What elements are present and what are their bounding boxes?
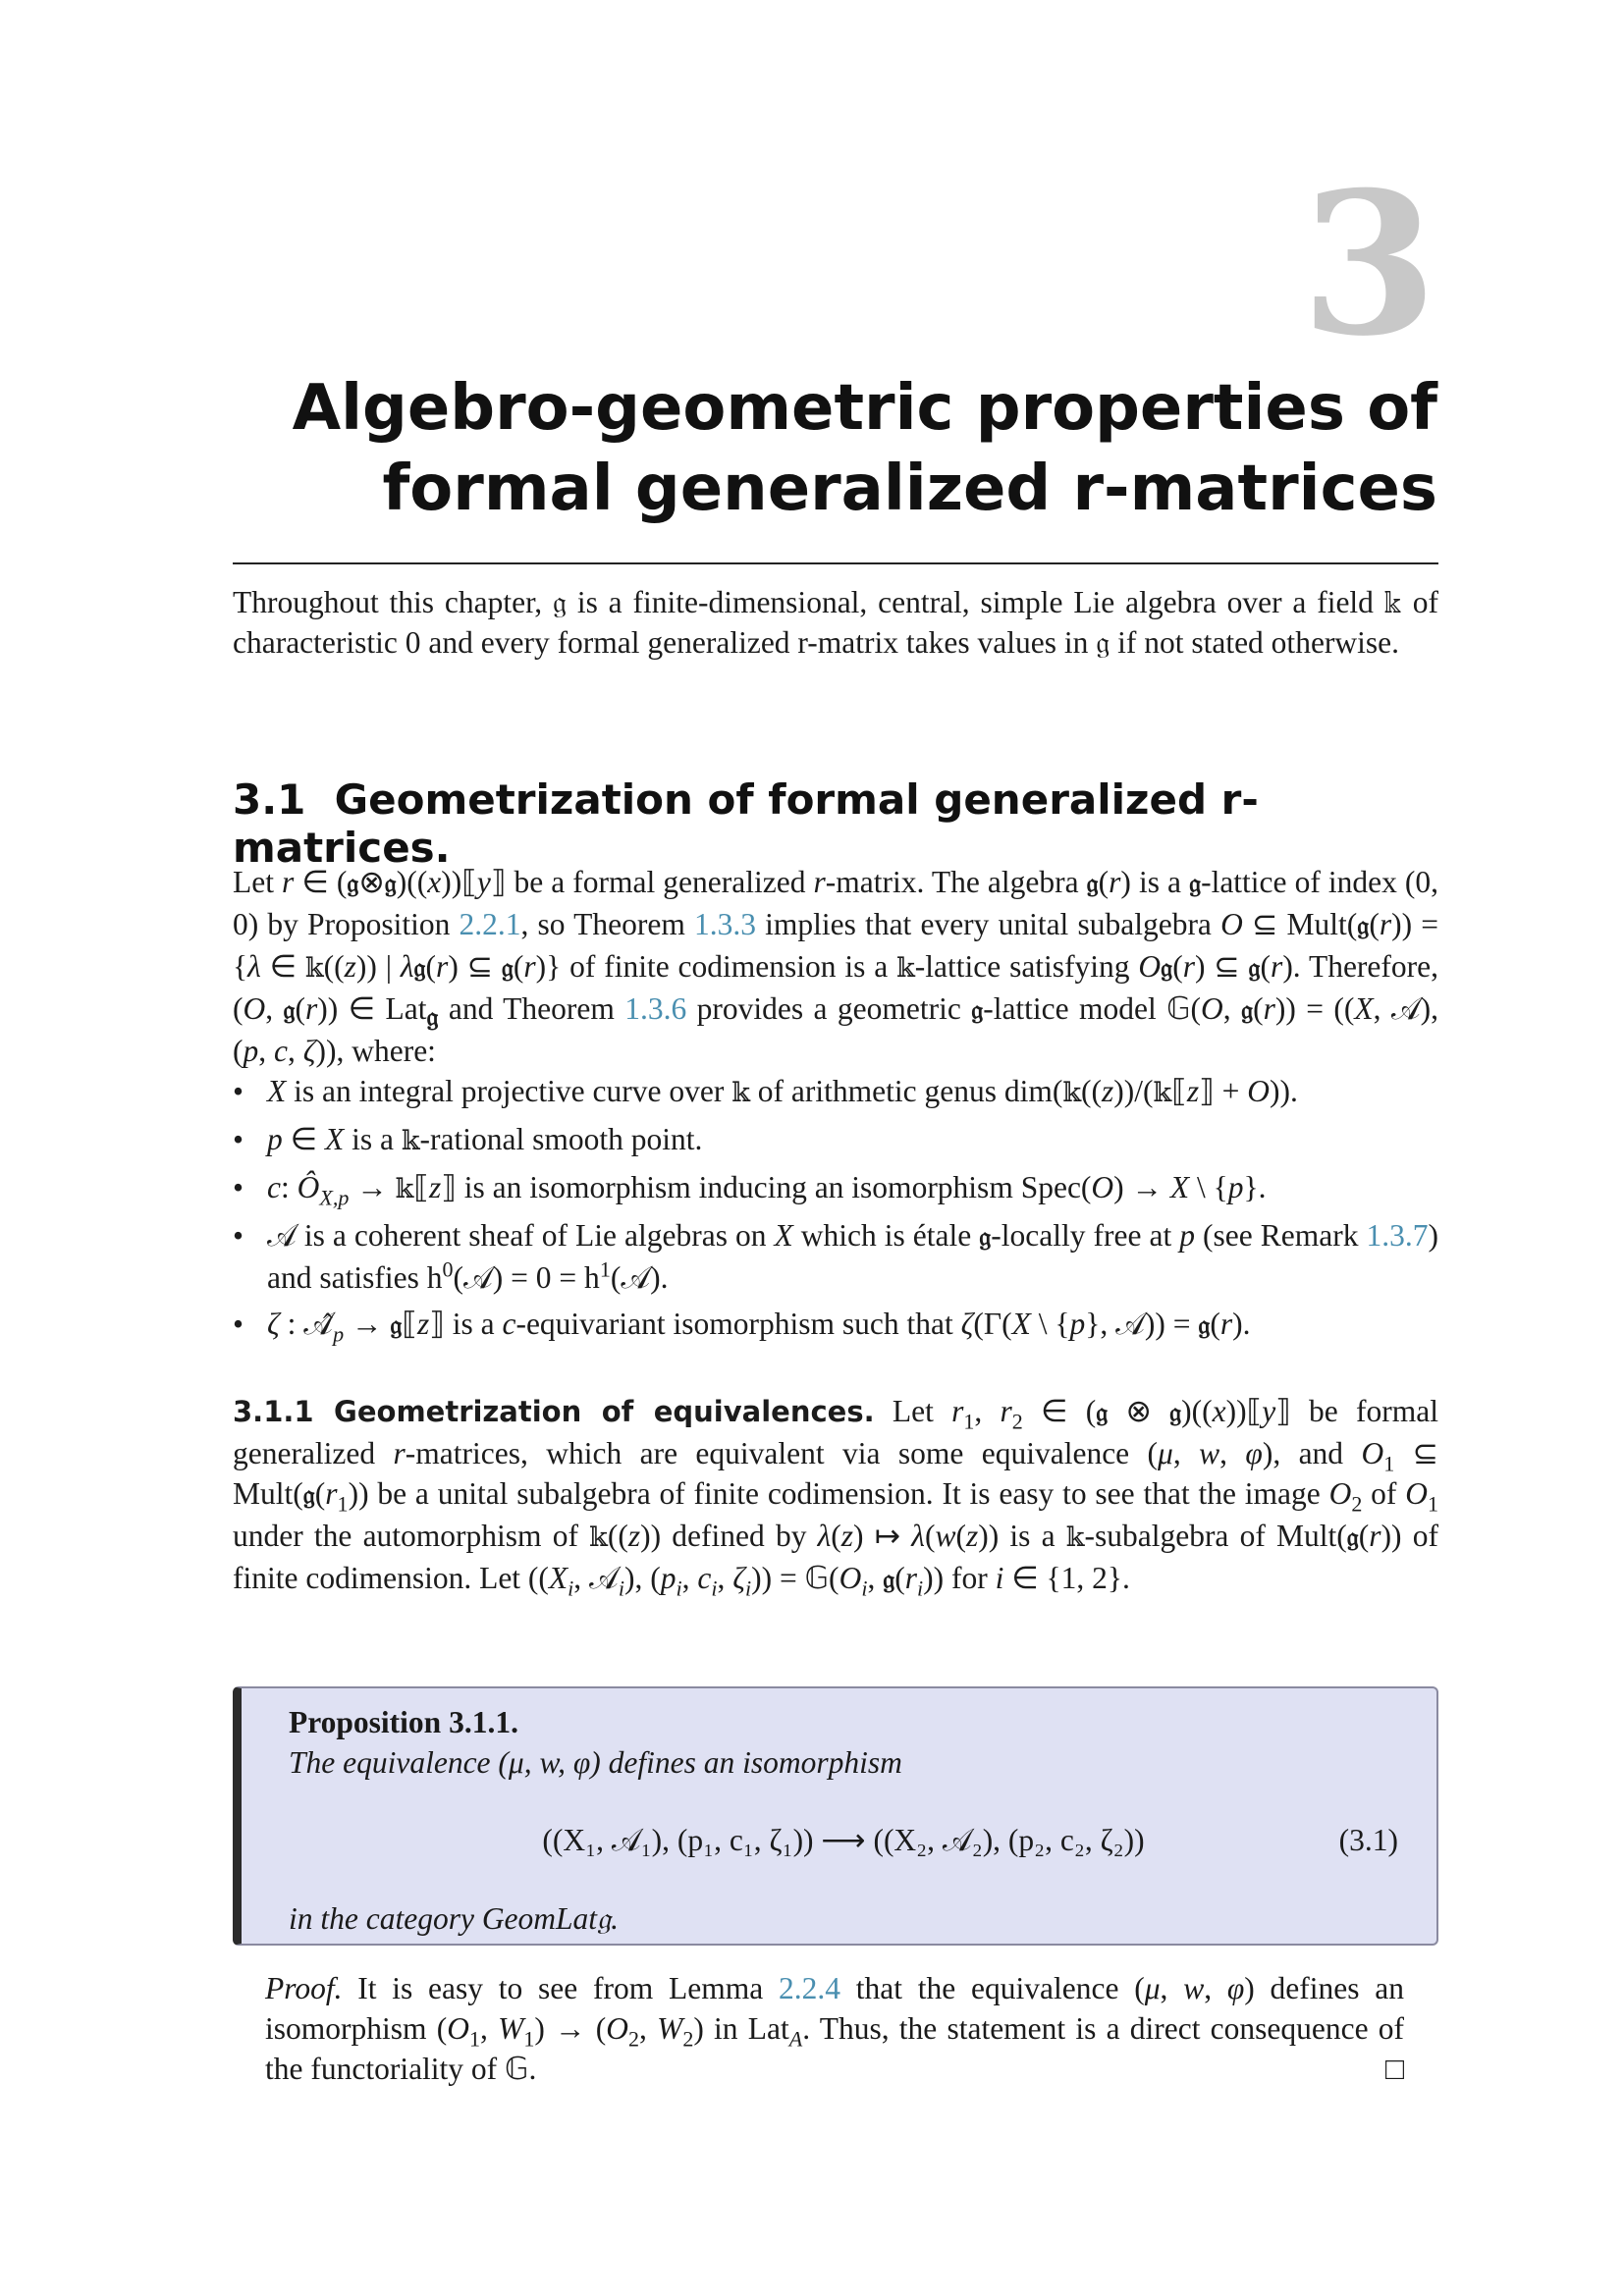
- geometric-model-list: [233, 1071, 1438, 1346]
- proposition-box: [233, 1686, 1438, 1946]
- proposition-statement: The equivalence (μ, w, φ) defines an isomorphism: [289, 1745, 902, 1780]
- section-body: [233, 862, 1438, 1352]
- chapter-title-line-2: formal generalized r-matrices: [382, 453, 1437, 525]
- chapter-number: 3: [1300, 149, 1437, 380]
- ref-lemma-2-2-4[interactable]: 2.2.4: [779, 1971, 841, 2005]
- proposition-equation: ((X₁, 𝒜₁), (p₁, c₁, ζ₁)) ⟶ ((X₂, 𝒜₂), (p₂, c₂, ζ₂)): [542, 1823, 1145, 1857]
- proposition-ending: in the category GeomLat𝔤.: [289, 1901, 619, 1936]
- chapter-title: [259, 368, 1437, 529]
- proposition-content: [289, 1702, 1398, 1936]
- subsection-title: Geometrization of equivalences.: [334, 1395, 875, 1428]
- proof: Proof. It is easy to see from Lemma 2.2.4 that the equivalence (μ, w, φ) defines an isomorphism ($O_1$, $W_1) \to (O_2$, $W_2$) in Lat$_A$. Thus, the statement is a direct consequence of the functoriality of 𝔾. □: [265, 1968, 1404, 2089]
- proposition-label: Proposition 3.1.1.: [289, 1705, 518, 1739]
- section-number: 3.1: [233, 775, 306, 824]
- list-item: • ζ : $𝒜̂_p$ → 𝔤⟦z⟧ is a c-equivariant isomorphism such that ζ(Γ(X \ {p}, 𝒜)) = 𝔤(r).: [233, 1304, 1438, 1346]
- list-item: • X is an integral projective curve over 𝕜 of arithmetic genus dim(𝕜((z))/(𝕜⟦z⟧ + O)).: [233, 1071, 1438, 1113]
- section-title: Geometrization of formal generalized r-matrices.: [233, 775, 1259, 872]
- chapter-rule: [233, 562, 1438, 564]
- ref-theorem-1-3-6[interactable]: 1.3.6: [624, 991, 687, 1026]
- list-item: • p ∈ X is a 𝕜-rational smooth point.: [233, 1119, 1438, 1161]
- intro-paragraph: Throughout this chapter, 𝔤 is a finite-dimensional, central, simple Lie algebra over a field 𝕜 of characteristic 0 and every formal generalized r-matrix takes values in 𝔤 if not stated otherwise.: [233, 585, 1438, 660]
- chapter-title-line-1: Algebro-geometric properties of: [292, 372, 1437, 445]
- list-item: • c: $Ô_{X,p}$ → 𝕜⟦z⟧ is an isomorphism inducing an isomorphism Spec(O) → X \ {p}.: [233, 1167, 1438, 1209]
- list-item: • 𝒜 is a coherent sheaf of Lie algebras on X which is étale 𝔤-locally free at p (see Remark 1.3.7) and satisfies $h^0(𝒜) = 0$ = $h^1(𝒜)$.: [233, 1215, 1438, 1298]
- subsection-heading: [233, 1395, 875, 1428]
- qed-symbol: □: [1384, 2052, 1404, 2086]
- equation-number: (3.1): [1338, 1823, 1398, 1857]
- section-paragraph: Let r ∈ (𝔤⊗𝔤)((x))⟦y⟧ be a formal generalized r-matrix. The algebra 𝔤(r) is a 𝔤-lattice of index (0, 0) by Proposition 2.2.1, so Theorem 1.3.3 implies that every unital subalgebra O ⊆ Mult(𝔤(r)) = {λ ∈ 𝕜((z)) | λ𝔤(r) ⊆ 𝔤(r)} of finite codimension is a 𝕜-lattice satisfying O𝔤(r) ⊆ 𝔤(r). Therefore, (O, 𝔤(r)) ∈ Lat$_𝔤$ and Theorem 1.3.6 provides a geometric 𝔤-lattice model 𝔾(O, 𝔤(r)) = ((X, 𝒜), (p, c, ζ)), where:: [233, 865, 1439, 1068]
- ref-remark-1-3-7[interactable]: 1.3.7: [1366, 1218, 1429, 1253]
- ref-proposition-2-2-1[interactable]: 2.2.1: [459, 907, 521, 941]
- proof-label: Proof.: [265, 1971, 343, 2005]
- section-heading: [233, 775, 1438, 872]
- subsection-number: 3.1.1: [233, 1395, 314, 1428]
- ref-theorem-1-3-3[interactable]: 1.3.3: [694, 907, 756, 941]
- subsection-paragraph: 3.1.1 Geometrization of equivalences. Let $r_1$, $r_2$ ∈ (𝔤 ⊗ 𝔤)((x))⟦y⟧ be formal generalized r-matrices, which are equivalent via some equivalence (μ, w, φ), and $O_1$ ⊆ $Mult(𝔤(r_1))$ be a unital subalgebra of finite codimension. It is easy to see that the image $O_2$ of $O_1$ under the automorphism of 𝕜((z)) defined by λ(z) ↦ λ(w(z)) is a 𝕜-subalgebra of Mult(𝔤(r)) of finite codimension. Let (($X_i$, 𝒜$_i$), ($p_i$, $c_i$, $\zeta_i$)) = $𝔾(O_i$, $𝔤(r_i)$) for i ∈ {1, 2}.: [233, 1394, 1438, 1601]
